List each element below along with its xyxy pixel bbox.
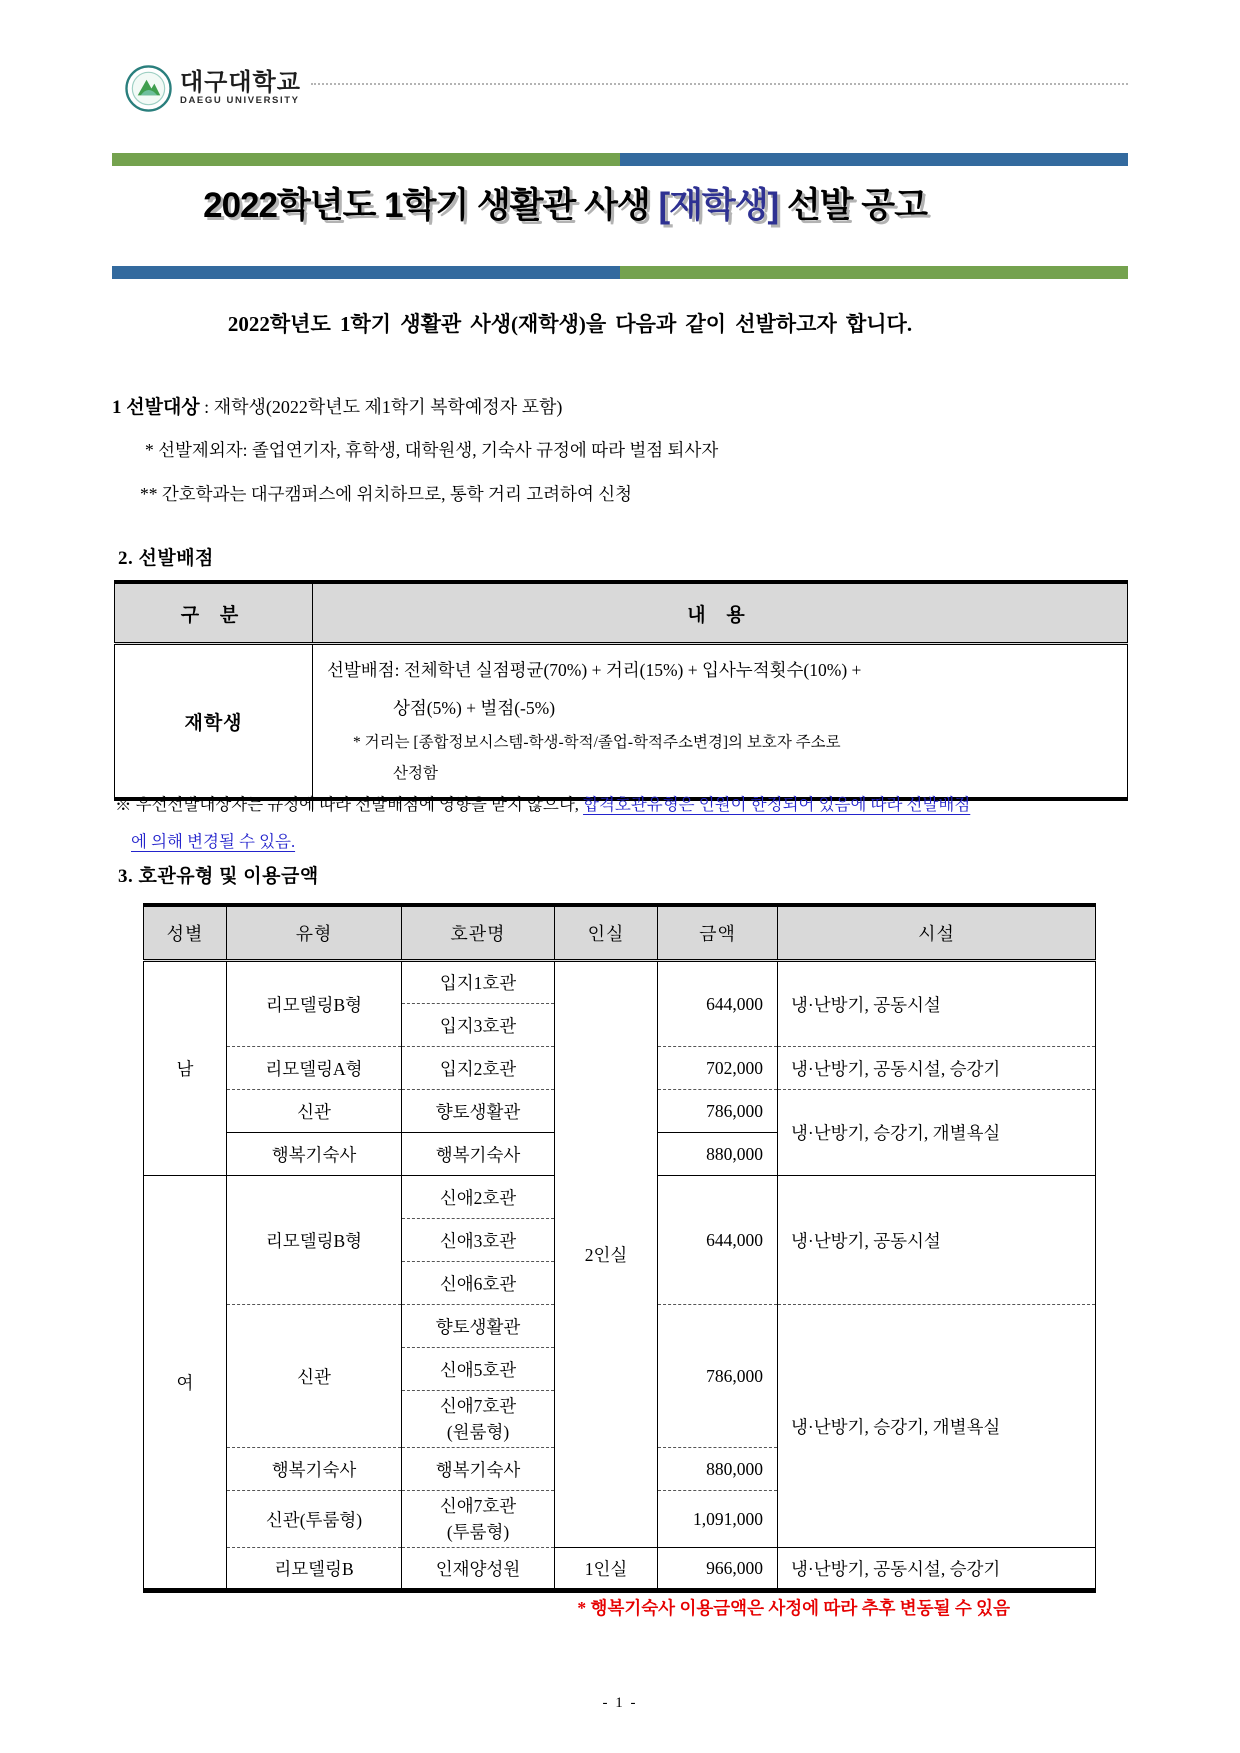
cell-male-happy-price: 880,000 [658, 1133, 778, 1176]
col-header-facility: 시설 [778, 905, 1096, 961]
cell-male-remodel-a-building: 입지2호관 [402, 1047, 555, 1090]
col-header-content: 내 용 [313, 582, 1128, 644]
cell-female-single-type: 리모델링B [227, 1548, 402, 1591]
cell-male-shared-facility: 냉·난방기, 승강기, 개별욕실 [778, 1090, 1096, 1176]
section1-line1 [112, 392, 562, 419]
cell-female-happy-price: 880,000 [658, 1448, 778, 1491]
cell-female-remodel-b-type: 리모델링B형 [227, 1176, 402, 1305]
priority-note-line2 [115, 823, 1131, 860]
university-logo [125, 60, 1128, 116]
university-name-english: DAEGU UNIVERSITY [180, 94, 300, 106]
section1-colon: : [199, 397, 214, 417]
cell-female-remodel-b-building1: 신애2호관 [402, 1176, 555, 1219]
cell-room-double: 2인실 [555, 961, 658, 1548]
section1-heading: 1 선발대상 [112, 397, 200, 418]
university-name-korean: 대구대학교 [180, 69, 301, 97]
cell-female-happy-building: 행복기숙사 [402, 1448, 555, 1491]
row-label-enrolled-student: 재학생 [115, 644, 313, 800]
cell-gender-male: 남 [144, 961, 227, 1176]
priority-note-line1 [115, 786, 1131, 823]
cell-male-remodel-b-type: 리모델링B형 [227, 961, 402, 1047]
cell-female-single-facility: 냉·난방기, 공동시설, 승강기 [778, 1548, 1096, 1591]
cell-female-tworoom-price: 1,091,000 [658, 1491, 778, 1548]
cell-male-remodel-b-building1: 입지1호관 [402, 961, 555, 1004]
points-formula-line1: 선발배점: 전체학년 실점평균(70%) + 거리(15%) + 입사누적횟수(10%) + [327, 660, 862, 680]
cell-female-new-price: 786,000 [658, 1305, 778, 1448]
intro-sentence: 2022학년도 1학기 생활관 사생(재학생)을 다음과 같이 선발하고자 합니다. [227, 312, 913, 336]
col-header-type: 유형 [227, 905, 402, 961]
section3-heading: 3. 호관유형 및 이용금액 [118, 866, 319, 887]
cell-male-remodel-a-type: 리모델링A형 [227, 1047, 402, 1090]
building-name-line1: 신애7호관 [439, 1396, 517, 1416]
cell-male-remodel-a-price: 702,000 [658, 1047, 778, 1090]
title-bar-bottom [112, 266, 1128, 279]
cell-female-remodel-b-building3: 신애6호관 [402, 1262, 555, 1305]
priority-note-link-part1[interactable]: 합격호관유형은 인원이 한정되어 있음에 따라 선발배점 [583, 795, 971, 814]
cell-male-remodel-a-facility: 냉·난방기, 공동시설, 승강기 [778, 1047, 1096, 1090]
priority-note-black: ※ 우선선발대상자는 규정에 따라 선발배점에 영향을 받지 않으나, [115, 795, 584, 814]
col-header-price: 금액 [658, 905, 778, 961]
selection-points-table [114, 580, 1128, 801]
building-name-line2: (투룸형) [446, 1522, 510, 1542]
title-bar-top [112, 153, 1128, 166]
col-header-gender: 성별 [144, 905, 227, 961]
university-seal-icon [125, 65, 172, 112]
bar-blue-segment [620, 153, 1128, 166]
bar-green-segment [112, 153, 620, 166]
cell-female-new-building3 [402, 1391, 555, 1448]
cell-room-single: 1인실 [555, 1548, 658, 1591]
page-title-pre: 2022학년도 1학기 생활관 사생 [203, 186, 659, 225]
cell-female-remodel-b-facility: 냉·난방기, 공동시설 [778, 1176, 1096, 1305]
cell-female-new-building2: 신애5호관 [402, 1348, 555, 1391]
cell-female-tworoom-building [402, 1491, 555, 1548]
header-dotted-divider [311, 83, 1128, 85]
distance-note-line1: * 거리는 [종합정보시스템-학생-학적/졸업-학적주소변경]의 보호자 주소로 [353, 734, 841, 751]
cell-female-shared-facility: 냉·난방기, 승강기, 개별욕실 [778, 1305, 1096, 1548]
cell-female-single-building: 인재양성원 [402, 1548, 555, 1591]
col-header-room-capacity: 인실 [555, 905, 658, 961]
dorm-type-fee-table [143, 903, 1096, 1593]
table-row [115, 644, 1128, 800]
col-header-building-name: 호관명 [402, 905, 555, 961]
table-header-row [144, 905, 1096, 961]
table-row [144, 961, 1096, 1004]
col-header-category: 구 분 [115, 582, 313, 644]
points-formula-line2: 상점(5%) + 벌점(-5%) [393, 698, 556, 718]
section2-heading: 2. 선발배점 [118, 548, 214, 569]
cell-male-happy-building: 행복기숙사 [402, 1133, 555, 1176]
cell-male-new-price: 786,000 [658, 1090, 778, 1133]
page-title-highlight: [재학생] [658, 186, 779, 225]
building-name-line1: 신애7호관 [439, 1496, 517, 1516]
section1-note2: ** 간호학과는 대구캠퍼스에 위치하므로, 통학 거리 고려하여 신청 [140, 484, 633, 504]
table-row [144, 1548, 1096, 1591]
cell-female-tworoom-type: 신관(투룸형) [227, 1491, 402, 1548]
selection-points-content [313, 644, 1128, 800]
cell-male-remodel-b-facility: 냉·난방기, 공동시설 [778, 961, 1096, 1047]
cell-male-new-type: 신관 [227, 1090, 402, 1133]
cell-female-remodel-b-price: 644,000 [658, 1176, 778, 1305]
bar-blue-segment [112, 266, 620, 279]
cell-female-happy-type: 행복기숙사 [227, 1448, 402, 1491]
building-name-line2: (원룸형) [446, 1422, 510, 1442]
university-name [180, 70, 301, 105]
distance-note-line2: 산정함 [393, 765, 438, 782]
priority-selection-note [115, 786, 1131, 860]
fee-change-warning: * 행복기숙사 이용금액은 사정에 따라 추후 변동될 수 있음 [577, 1598, 1010, 1618]
cell-female-new-building1: 향토생활관 [402, 1305, 555, 1348]
page-number: - 1 - [602, 1695, 638, 1711]
cell-male-happy-type: 행복기숙사 [227, 1133, 402, 1176]
cell-male-remodel-b-price: 644,000 [658, 961, 778, 1047]
section1-target: 재학생(2022학년도 제1학기 복학예정자 포함) [213, 397, 563, 417]
cell-male-remodel-b-building2: 입지3호관 [402, 1004, 555, 1047]
priority-note-link-part2[interactable]: 에 의해 변경될 수 있음. [131, 832, 296, 851]
cell-female-new-type: 신관 [227, 1305, 402, 1448]
table-header-row [115, 582, 1128, 644]
section1-note1: * 선발제외자: 졸업연기자, 휴학생, 대학원생, 기숙사 규정에 따라 벌점 퇴사자 [145, 440, 719, 460]
bar-green-segment [620, 266, 1128, 279]
cell-female-single-price: 966,000 [658, 1548, 778, 1591]
page-title [57, 178, 1073, 228]
cell-gender-female: 여 [144, 1176, 227, 1591]
cell-male-new-building: 향토생활관 [402, 1090, 555, 1133]
cell-female-remodel-b-building2: 신애3호관 [402, 1219, 555, 1262]
page-title-post: 선발 공고 [778, 186, 927, 225]
